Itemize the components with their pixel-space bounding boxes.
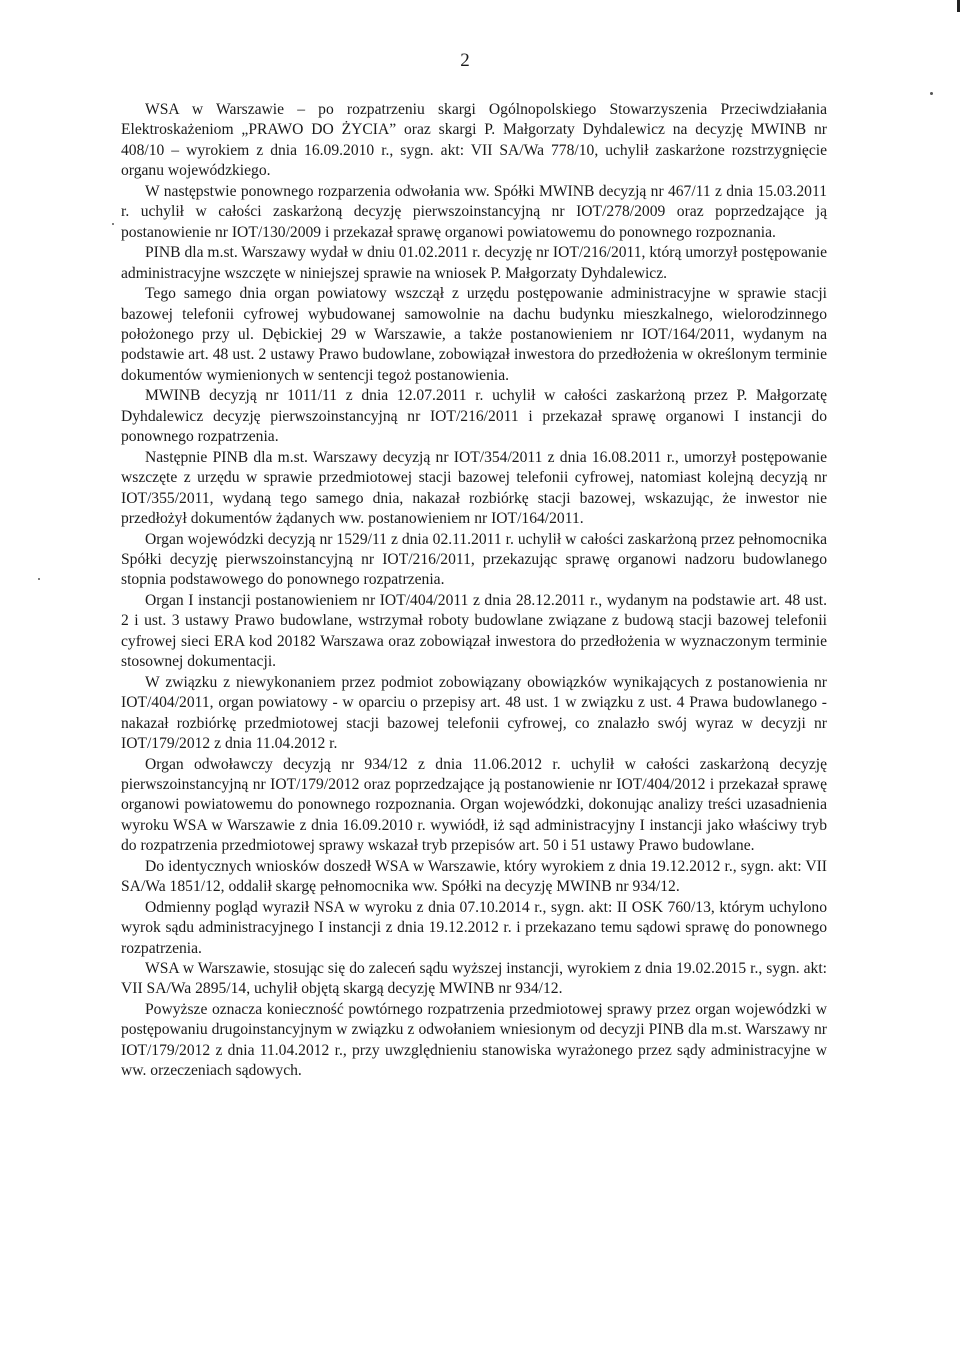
scan-speck (112, 223, 114, 225)
paragraph-11: Do identycznych wniosków doszedł WSA w Warszawie, który wyrokiem z dnia 19.12.2012 r., sygn. akt: VII SA/Wa 1851/12, oddalił skargę pełnomocnika ww. Spółki na decyzję MWINB nr 934/12. (121, 857, 827, 896)
paragraph-5: MWINB decyzją nr 1011/11 z dnia 12.07.2011 r. uchylił w całości zaskarżoną przez P. Małgorzatę Dyhdalewicz decyzję pierwszoinstancyjną nr IOT/216/2011 i przekazał sprawę organowi I instancji do ponownego rozpatrzenia. (121, 387, 827, 446)
paragraph-10: Organ odwoławczy decyzją nr 934/12 z dnia 11.06.2012 r. uchylił w całości zaskarżoną decyzję pierwszoinstancyjną nr IOT/179/2012 oraz poprzedzające ją postanowienie nr IOT/404/2012 i przekazał sprawę organowi powiatowemu do ponownego rozpoznania. Organ wojewódzki, dokonując analizy treści uzasadnienia wyroku WSA w Warszawie z dnia 16.09.2010 r. wywiódł, iż sąd administracyjny I instancji jako właściwy tryb do rozpatrzenia przedmiotowej sprawy wskazał tryb przepisów art. 50 i 51 ustawy Prawo budowlane. (121, 755, 827, 855)
paragraph-4: Tego samego dnia organ powiatowy wszczął z urzędu postępowanie administracyjne w sprawie stacji bazowej telefonii cyfrowej wybudowanej samowolnie na dachu budynku mieszkalnego, wielorodzinnego położonego przy ul. Dębickiej 29 w Warszawie, a także postanowieniem nr IOT/164/2011, wydanym na podstawie art. 48 ust. 2 ustawy Prawo budowlane, zobowiązał inwestora do przedłożenia w określonym terminie dokumentów wymienionych w sentencji tegoż postanowienia. (121, 285, 827, 384)
paragraph-3: PINB dla m.st. Warszawy wydał w dniu 01.02.2011 r. decyzję nr IOT/216/2011, którą umorzył postępowanie administracyjne wszczęte w niniejszej sprawie na wniosek P. Małgorzaty Dyhdalewicz. (121, 244, 827, 282)
paragraph-13: WSA w Warszawie, stosując się do zaleceń sądu wyższej instancji, wyrokiem z dnia 19.02.2015 r., sygn. akt: VII SA/Wa 2895/14, uchylił objętą skargą decyzję MWINB nr 934/12. (121, 960, 827, 998)
paragraph-6: Następnie PINB dla m.st. Warszawy decyzją nr IOT/354/2011 z dnia 16.08.2011 r., umorzył postępowanie wszczęte z urzędu w sprawie przedmiotowej stacji bazowej telefonii cyfrowej, natomiast kolejną decyzją nr IOT/355/2011, wydaną tego samego dnia, nakazał rozbiórkę stacji bazowej, wskazując, że inwestor nie przedłożył dokumentów żądanych ww. postanowieniem nr IOT/164/2011. (121, 448, 827, 528)
scan-speck (930, 92, 933, 95)
paragraph-8: Organ I instancji postanowieniem nr IOT/404/2011 z dnia 28.12.2011 r., wydanym na podstawie art. 48 ust. 2 i ust. 3 ustawy Prawo budowlane, wstrzymał roboty budowlane związane z budową stacji bazowej telefonii cyfrowej sieci ERA kod 20182 Warszawa oraz zobowiązał inwestora do przedłożenia w wyznaczonym terminie stosownej dokumentacji. (121, 591, 827, 671)
paragraph-2: W następstwie ponownego rozparzenia odwołania ww. Spółki MWINB decyzją nr 467/11 z dnia 15.03.2011 r. uchylił w całości zaskarżoną decyzję pierwszoinstancyjną nr IOT/278/2009 oraz poprzedzające ją postanowienie nr IOT/130/2009 i przekazał sprawę organowi powiatowemu do ponownego rozpoznania. (121, 182, 827, 241)
paragraph-12: Odmienny pogląd wyraził NSA w wyroku z dnia 07.10.2014 r., sygn. akt: II OSK 760/13, którym uchylono wyrok sądu administracyjnego I instancji z dnia 19.12.2012 r. i przekazano temu sądowi sprawę do ponownego rozpatrzenia. (121, 898, 827, 957)
paragraph-7: Organ wojewódzki decyzją nr 1529/11 z dnia 02.11.2011 r. uchylił w całości zaskarżoną przez pełnomocnika Spółki decyzję pierwszoinstancyjną nr IOT/216/2011, przekazując sprawę organowi nadzoru budowlanego stopnia podstawowego do ponownego rozpatrzenia. (121, 530, 827, 589)
paragraph-14: Powyższe oznacza konieczność powtórnego rozpatrzenia przedmiotowej sprawy przez organ wojewódzki w postępowaniu drugoinstancyjnym w związku z odwołaniem wniesionym od decyzji PINB dla m.st. Warszawy nr IOT/179/2012 z dnia 11.04.2012 r., przy uwzględnieniu stanowiska wyrażonego przez sądy administracyjne w ww. orzeczeniach sądowych. (121, 1000, 827, 1080)
paragraph-1: WSA w Warszawie – po rozpatrzeniu skargi Ogólnopolskiego Stowarzyszenia Przeciwdziałania Elektroskażeniom „PRAWO DO ŻYCIA” oraz skargi P. Małgorzaty Dyhdalewicz na decyzję MWINB nr 408/10 – wyrokiem z dnia 16.09.2010 r., sygn. akt: VII SA/Wa 778/10, uchylił zaskarżone rozstrzygnięcie organu wojewódzkiego. (121, 101, 827, 180)
page-number: 2 (460, 50, 470, 71)
paragraph-9: W związku z niewykonaniem przez podmiot zobowiązany obowiązków wynikających z postanowienia nr IOT/404/2011, organ powiatowy - w oparciu o przepisy art. 48 ust. 1 w związku z ust. 4 Prawa budowlanego - nakazał rozbiórkę przedmiotowej stacji bazowej telefonii cyfrowej, co znalazło swój wyraz w decyzji nr IOT/179/2012 z dnia 11.04.2012 r. (121, 673, 827, 753)
document-body (121, 100, 827, 1082)
scan-speck (38, 578, 40, 580)
